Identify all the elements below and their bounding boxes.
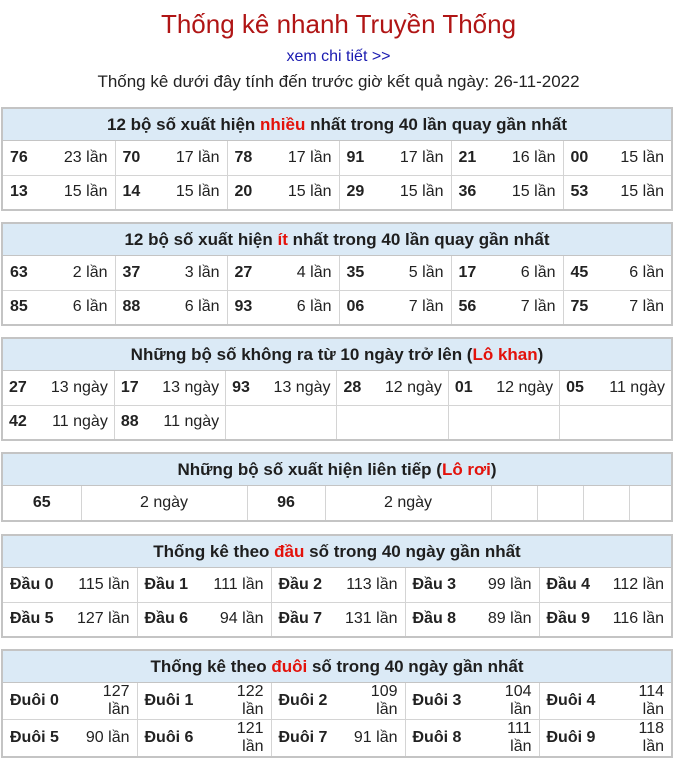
count-cell: 127 lần xyxy=(67,602,137,636)
count-cell: 7 lần xyxy=(377,290,451,324)
lo-khan-cell xyxy=(3,405,114,439)
most-frequent-section xyxy=(1,107,673,211)
days-cell: 2 ngày xyxy=(325,486,491,520)
number-cell: 29 xyxy=(339,175,377,209)
number-cell: 70 xyxy=(115,141,153,175)
count-cell: 121 lần xyxy=(207,720,271,757)
days-label: 13 ngày xyxy=(50,378,108,396)
number-cell: 85 xyxy=(3,290,41,324)
count-cell: 113 lần xyxy=(335,568,405,602)
number-cell: 76 xyxy=(3,141,41,175)
count-cell: 6 lần xyxy=(153,290,227,324)
dau-table xyxy=(3,568,671,636)
table-row xyxy=(3,256,671,290)
days-label: 12 ngày xyxy=(496,378,554,396)
number-cell: Đuôi 1 xyxy=(137,683,207,720)
lo-khan-cell xyxy=(448,371,559,405)
count-cell: 131 lần xyxy=(335,602,405,636)
count-cell: 7 lần xyxy=(601,290,671,324)
count-cell: 4 lần xyxy=(265,256,339,290)
number-cell: Đầu 7 xyxy=(271,602,335,636)
table-row xyxy=(3,290,671,324)
count-cell: 112 lần xyxy=(603,568,671,602)
number-cell: 96 xyxy=(247,486,325,520)
days-label: 11 ngày xyxy=(52,413,108,431)
number-cell: Đuôi 5 xyxy=(3,720,73,757)
number-cell: Đuôi 0 xyxy=(3,683,73,720)
most-frequent-header: 12 bộ số xuất hiện nhiều nhất trong 40 lần quay gần nhất xyxy=(3,109,671,141)
count-cell: 17 lần xyxy=(265,141,339,175)
table-row xyxy=(3,371,671,405)
count-cell: 15 lần xyxy=(41,175,115,209)
lo-khan-cell xyxy=(448,405,559,439)
count-cell: 111 lần xyxy=(475,720,539,757)
least-frequent-table xyxy=(3,256,671,324)
lo-khan-table xyxy=(3,371,671,439)
number-cell: Đuôi 7 xyxy=(271,720,341,757)
count-cell: 17 lần xyxy=(153,141,227,175)
days-label: 13 ngày xyxy=(273,378,331,396)
duoi-header: Thống kê theo đuôi số trong 40 ngày gần nhất xyxy=(3,651,671,683)
count-cell: 16 lần xyxy=(489,141,563,175)
least-frequent-header: 12 bộ số xuất hiện ít nhất trong 40 lần quay gần nhất xyxy=(3,224,671,256)
least-frequent-section xyxy=(1,222,673,326)
count-cell: 7 lần xyxy=(489,290,563,324)
number-cell: 53 xyxy=(563,175,601,209)
number-label: 01 xyxy=(454,378,473,396)
count-cell: 6 lần xyxy=(41,290,115,324)
count-cell: 15 lần xyxy=(601,175,671,209)
table-row xyxy=(3,683,671,720)
number-cell: Đầu 8 xyxy=(405,602,469,636)
number-cell: Đuôi 3 xyxy=(405,683,475,720)
count-cell: 3 lần xyxy=(153,256,227,290)
number-label: 93 xyxy=(232,378,250,396)
number-cell: 17 xyxy=(451,256,489,290)
lo-khan-cell xyxy=(226,371,337,405)
days-label: 12 ngày xyxy=(384,378,442,396)
duoi-table xyxy=(3,683,671,756)
table-row xyxy=(3,405,671,439)
lo-roi-table xyxy=(3,486,671,520)
count-cell: 122 lần xyxy=(207,683,271,720)
count-cell: 114 lần xyxy=(609,683,671,720)
count-cell: 6 lần xyxy=(265,290,339,324)
number-cell: 56 xyxy=(451,290,489,324)
number-label: 27 xyxy=(9,378,27,396)
count-cell: 15 lần xyxy=(153,175,227,209)
number-cell: 37 xyxy=(115,256,153,290)
number-cell: 21 xyxy=(451,141,489,175)
view-details-link[interactable]: xem chi tiết >> xyxy=(286,48,391,65)
count-cell: 2 lần xyxy=(41,256,115,290)
dau-section xyxy=(1,534,673,638)
number-cell: 36 xyxy=(451,175,489,209)
number-label: 17 xyxy=(120,378,139,396)
empty-cell xyxy=(491,486,537,520)
empty-cell xyxy=(583,486,629,520)
number-cell: 13 xyxy=(3,175,41,209)
count-cell: 104 lần xyxy=(475,683,539,720)
count-cell: 15 lần xyxy=(265,175,339,209)
number-label: 28 xyxy=(343,378,362,396)
days-label: 11 ngày xyxy=(609,378,665,396)
count-cell: 116 lần xyxy=(603,602,671,636)
number-cell: 63 xyxy=(3,256,41,290)
lo-khan-cell xyxy=(560,405,671,439)
days-label: 11 ngày xyxy=(163,413,220,431)
count-cell: 15 lần xyxy=(489,175,563,209)
number-cell: Đuôi 4 xyxy=(539,683,609,720)
days-label: 13 ngày xyxy=(162,378,220,396)
duoi-section xyxy=(1,649,673,758)
count-cell: 91 lần xyxy=(341,720,405,757)
number-cell: 27 xyxy=(227,256,265,290)
days-cell: 2 ngày xyxy=(81,486,247,520)
number-cell: Đuôi 6 xyxy=(137,720,207,757)
number-cell: 88 xyxy=(115,290,153,324)
number-cell: 20 xyxy=(227,175,265,209)
number-cell: Đầu 5 xyxy=(3,602,67,636)
number-label: 88 xyxy=(120,413,139,431)
number-cell: Đầu 3 xyxy=(405,568,469,602)
count-cell: 6 lần xyxy=(489,256,563,290)
lo-khan-section xyxy=(1,337,673,441)
count-cell: 5 lần xyxy=(377,256,451,290)
table-row xyxy=(3,175,671,209)
empty-cell xyxy=(537,486,583,520)
number-cell: 14 xyxy=(115,175,153,209)
number-cell: 35 xyxy=(339,256,377,290)
lo-roi-section xyxy=(1,452,673,522)
lo-khan-cell xyxy=(560,371,671,405)
number-label: 05 xyxy=(566,378,584,396)
number-cell: 91 xyxy=(339,141,377,175)
count-cell: 15 lần xyxy=(601,141,671,175)
count-cell: 109 lần xyxy=(341,683,405,720)
count-cell: 6 lần xyxy=(601,256,671,290)
number-cell: Đuôi 9 xyxy=(539,720,609,757)
number-cell: Đuôi 2 xyxy=(271,683,341,720)
table-row xyxy=(3,486,671,520)
number-cell: Đuôi 8 xyxy=(405,720,475,757)
lo-khan-header: Những bộ số không ra từ 10 ngày trở lên (Lô khan) xyxy=(3,339,671,371)
number-cell: 45 xyxy=(563,256,601,290)
lo-khan-cell xyxy=(3,371,114,405)
count-cell: 99 lần xyxy=(469,568,539,602)
table-row xyxy=(3,602,671,636)
number-cell: 06 xyxy=(339,290,377,324)
count-cell: 94 lần xyxy=(201,602,271,636)
count-cell: 127 lần xyxy=(73,683,137,720)
number-cell: Đầu 4 xyxy=(539,568,603,602)
number-cell: Đầu 0 xyxy=(3,568,67,602)
number-cell: 93 xyxy=(227,290,265,324)
number-cell: Đầu 6 xyxy=(137,602,201,636)
count-cell: 90 lần xyxy=(73,720,137,757)
lo-khan-cell xyxy=(226,405,337,439)
lo-khan-cell xyxy=(114,405,225,439)
lo-khan-cell xyxy=(337,405,448,439)
table-row xyxy=(3,720,671,757)
number-cell: 75 xyxy=(563,290,601,324)
number-cell: 78 xyxy=(227,141,265,175)
page-title: Thống kê nhanh Truyền Thống xyxy=(160,9,517,39)
number-cell: Đầu 9 xyxy=(539,602,603,636)
lo-khan-cell xyxy=(114,371,225,405)
count-cell: 118 lần xyxy=(609,720,671,757)
number-cell: 00 xyxy=(563,141,601,175)
number-cell: Đầu 2 xyxy=(271,568,335,602)
number-cell: 65 xyxy=(3,486,81,520)
date-note: Thống kê dưới đây tính đến trước giờ kết quả ngày: 26-11-2022 xyxy=(97,72,580,91)
count-cell: 111 lần xyxy=(201,568,271,602)
number-label: 42 xyxy=(9,413,27,431)
empty-cell xyxy=(629,486,671,520)
count-cell: 115 lần xyxy=(67,568,137,602)
table-row xyxy=(3,568,671,602)
count-cell: 15 lần xyxy=(377,175,451,209)
lo-roi-header: Những bộ số xuất hiện liên tiếp (Lô rơi) xyxy=(3,454,671,486)
lo-khan-cell xyxy=(337,371,448,405)
dau-header: Thống kê theo đầu số trong 40 ngày gần nhất xyxy=(3,536,671,568)
number-cell: Đầu 1 xyxy=(137,568,201,602)
most-frequent-table xyxy=(3,141,671,209)
count-cell: 17 lần xyxy=(377,141,451,175)
count-cell: 23 lần xyxy=(41,141,115,175)
count-cell: 89 lần xyxy=(469,602,539,636)
table-row xyxy=(3,141,671,175)
